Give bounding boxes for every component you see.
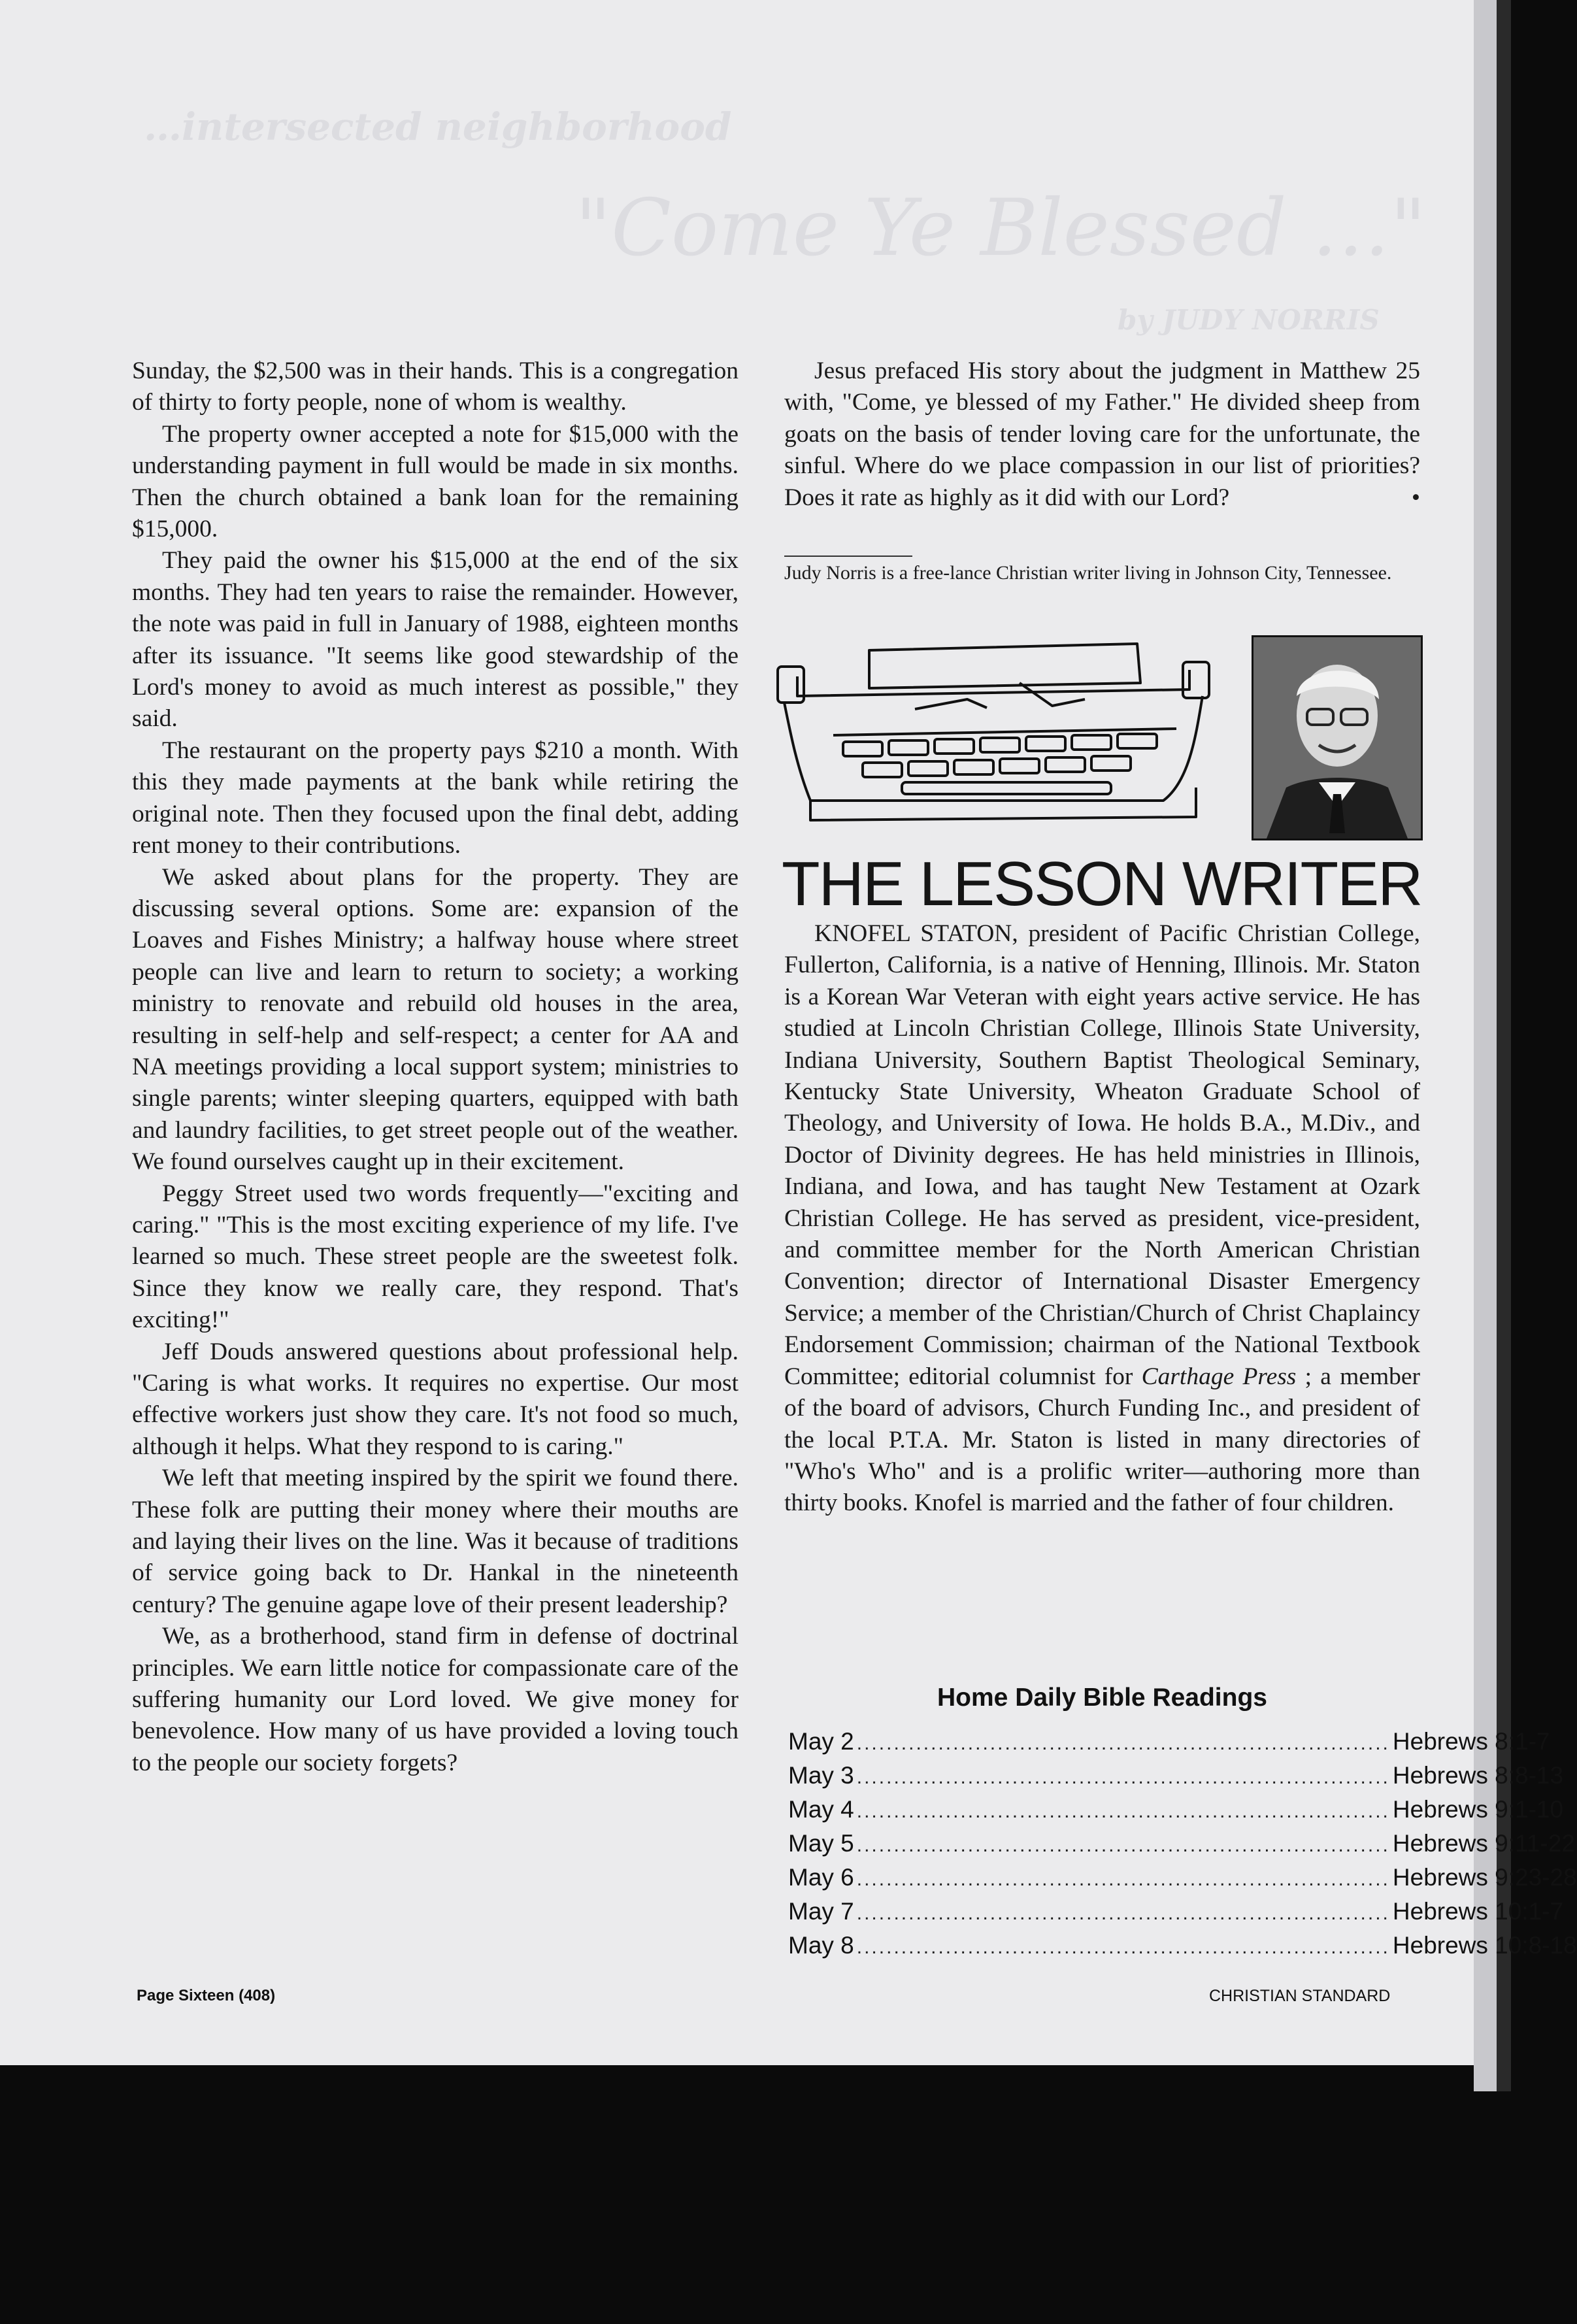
reading-row xyxy=(788,1725,1550,1759)
leader-dots: ........................................................................ xyxy=(856,1936,1390,1958)
article-paragraph: Peggy Street used two words frequently—"exciting and caring." "This is the most exciting experience of my life. I've learned so much. These street people are the sweetest folk. Since they know we really care, they respond. That's exciting!" xyxy=(132,1180,739,1334)
reading-row xyxy=(788,1793,1564,1827)
reading-row xyxy=(788,1827,1575,1861)
reading-reference: Hebrews 8:8-13 xyxy=(1392,1762,1564,1789)
lesson-writer-bio xyxy=(784,918,1420,1519)
reading-date: May 5 xyxy=(788,1830,854,1857)
portrait-image xyxy=(1253,637,1421,838)
bleed-through-line: …intersected neighborhood xyxy=(144,105,732,149)
article-paragraph: Jeff Douds answered questions about professional help. "Caring is what works. It requires no expertise. Our most effective workers just show they care. It's not food so much, although it helps. What they respond to is caring." xyxy=(132,1338,739,1460)
reading-reference: Hebrews 10:1-7 xyxy=(1392,1898,1564,1925)
reading-reference: Hebrews 9:11-22 xyxy=(1392,1830,1575,1857)
article-paragraph: The property owner accepted a note for $15,000 with the understanding payment in full would be made in six months. Then the church obtained a bank loan for the remaining $15,000. xyxy=(132,420,739,543)
end-mark: • xyxy=(1411,484,1420,511)
article-paragraph: They paid the owner his $15,000 at the end of the six months. They had ten years to raise the remainder. However, the note was paid in full in January of 1988, eighteen months after its issuance. "It seems like good stewardship of the Lord's money to avoid as much interest as possible," they said. xyxy=(132,547,739,733)
page-number: Page Sixteen (408) xyxy=(137,1987,276,2004)
reading-row xyxy=(788,1861,1577,1895)
author-portrait xyxy=(1252,635,1423,840)
reading-date: May 8 xyxy=(788,1932,854,1959)
reading-reference: Hebrews 8:1-7 xyxy=(1392,1728,1550,1755)
reading-row xyxy=(788,1759,1564,1793)
bleed-through-byline: by JUDY NORRIS xyxy=(1118,304,1380,336)
reading-date: May 7 xyxy=(788,1898,854,1925)
bio-paragraph: KNOFEL STATON, president of Pacific Christian College, Fullerton, California, is a native of Henning, Illinois. Mr. Staton is a Korean War Veteran with eight years active service. He has studied at Lincoln Christian College, Illinois State University, Indiana University, Southern Baptist Theological Seminary, Kentucky State University, Wheaton Graduate School of Theology, and University of Iowa. He holds B.A., M.Div., and Doctor of Divinity degrees. He has held ministries in Illinois, Indiana, and Iowa, and has taught New Testament at Ozark Christian College. He has served as president, vice-president, and committee member for the North American Christian Convention; director of International Disaster Emergency Service; a member of the Christian/Church of Christ Chaplaincy Endorsement Commission; chairman of the National Textbook Committee; editorial columnist for Carthage Press ; a member of the board of advisors, Church Funding Inc., and president of the local P.T.A. Mr. Staton is listed in many directories of "Who's Who" and is a prolific writer—authoring more than thirty books. Knofel is married and the father of four children. xyxy=(784,920,1421,1517)
note-divider xyxy=(784,556,912,557)
article-paragraph: We, as a brotherhood, stand firm in defense of doctrinal principles. We earn little notice for compassionate care of the suffering humanity our Lord loved. We give money for benevolence. How many of us have provided a loving touch to the people our society forgets? xyxy=(132,1623,739,1776)
reading-reference: Hebrews 9:1-10 xyxy=(1392,1796,1564,1823)
leader-dots: ........................................................................ xyxy=(856,1868,1390,1890)
article-closing xyxy=(784,356,1420,514)
article-paragraph: The restaurant on the property pays $210 a month. With this they made payments at the bank while retiring the original note. Then they focused upon the final debt, adding rent money to their contributions. xyxy=(132,737,739,859)
leader-dots: ........................................................................ xyxy=(856,1767,1390,1788)
reading-row xyxy=(788,1895,1564,1929)
article-paragraph: Sunday, the $2,500 was in their hands. This is a congregation of thirty to forty people, none of whom is wealthy. xyxy=(132,357,739,416)
section-heading: THE LESSON WRITER xyxy=(782,849,1422,919)
reading-reference: Hebrews 10:8-18 xyxy=(1392,1932,1577,1959)
closing-paragraph: Jesus prefaced His story about the judgment in Matthew 25 with, "Come, ye blessed of my Father." He divided sheep from goats on the basis of tender loving care for the unfortunate, the sinful. Where do we place compassion in our list of priorities? Does it rate as highly as it did with our Lord? • xyxy=(784,356,1420,514)
leader-dots: ........................................................................ xyxy=(856,1801,1390,1822)
publication-name: CHRISTIAN STANDARD xyxy=(1209,1987,1391,2005)
author-note: Judy Norris is a free-lance Christian writer living in Johnson City, Tennessee. xyxy=(784,562,1392,584)
readings-title: Home Daily Bible Readings xyxy=(937,1684,1267,1712)
reading-date: May 4 xyxy=(788,1796,854,1823)
article-left-column xyxy=(132,356,739,1779)
leader-dots: ........................................................................ xyxy=(856,1902,1390,1924)
publication-title: Carthage Press xyxy=(1141,1363,1297,1390)
typewriter-illustration xyxy=(771,637,1242,840)
reading-reference: Hebrews 9:23-28 xyxy=(1392,1864,1577,1891)
article-paragraph: We asked about plans for the property. They are discussing several options. Some are: expansion of the Loaves and Fishes Ministry; a halfway house where street people can live and learn to return to society; a working ministry to renovate and rebuild old houses in the area, resulting in self-help and self-respect; a center for AA and NA meetings providing a local support system; ministries to single parents; winter sleeping quarters, equipped with bath and laundry facilities, to get street people out of the weather. We found ourselves caught up in their excitement. xyxy=(132,863,739,1176)
reading-date: May 3 xyxy=(788,1762,854,1789)
bleed-through-title: "Come Ye Blessed …" xyxy=(575,183,1427,274)
reading-row xyxy=(788,1929,1577,1963)
reading-date: May 2 xyxy=(788,1728,854,1755)
article-paragraph: We left that meeting inspired by the spirit we found there. These folk are putting their money where their mouths are and laying their lives on the line. Was it because of traditions of service going back to Dr. Hankal in the nineteenth century? The genuine agape love of their present leadership? xyxy=(132,1465,739,1618)
reading-date: May 6 xyxy=(788,1864,854,1891)
readings-list xyxy=(788,1725,1577,1963)
leader-dots: ........................................................................ xyxy=(856,1733,1390,1754)
leader-dots: ........................................................................ xyxy=(856,1834,1390,1856)
